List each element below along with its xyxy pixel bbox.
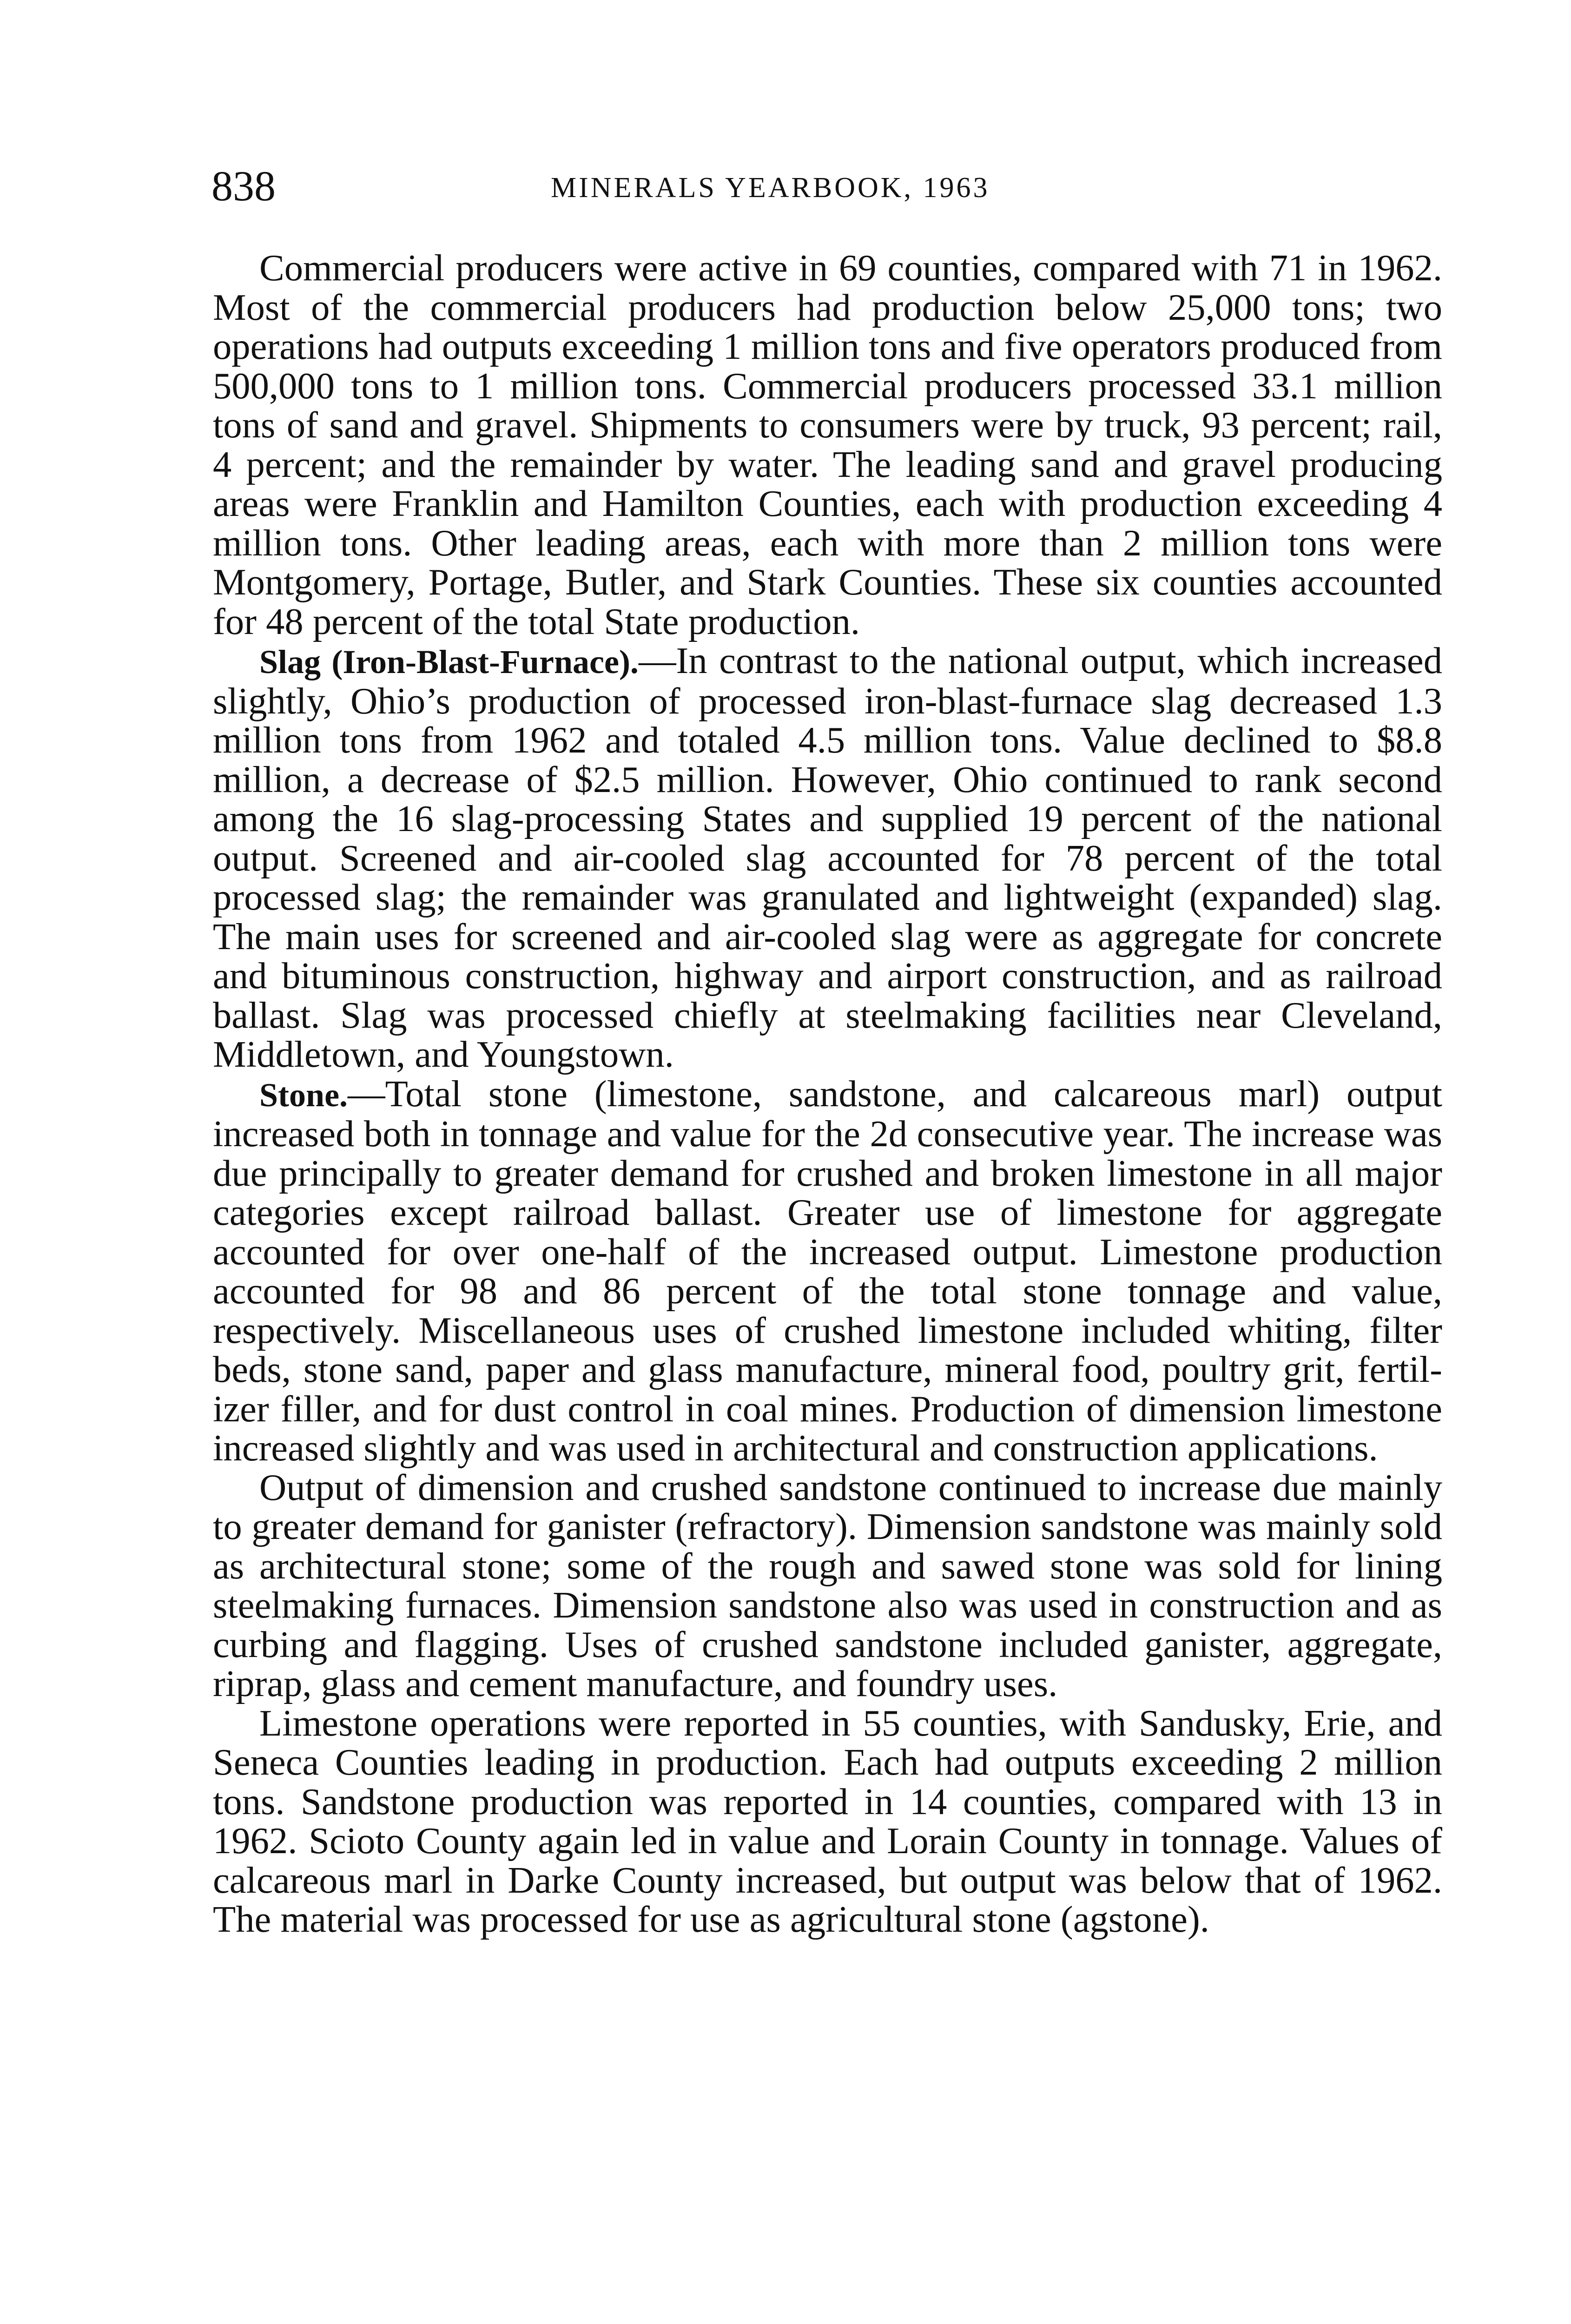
paragraph-text: Output of dimension and crushed sandstone continued to increase due mainly to greater demand for ganister (refractory). Dimension sandstone was mainly sold as architectural stone; some of the rough and sawed stone was sold for lining steelmaking furnaces. Dimension sandstone also was used in construction and as curbing and flagging. Uses of crushed sandstone included ganister, aggregate, riprap, glass and cement manufacture, and foundry uses. [213,1466,1442,1704]
paragraph-stone [213,1075,1442,1468]
paragraph-limestone-operations [213,1704,1442,1940]
paragraph-text: Commercial producers were active in 69 counties, compared with 71 in 1962. Most of the commercial producers had production below 25,000 tons; two operations had outputs exceeding 1 million tons and five operators produced from 500,000 tons to 1 million tons. Commercial producers processed 33.1 million tons of sand and gravel. Shipments to consumers were by truck, 93 percent; rail, 4 percent; and the remainder by water. The leading sand and gravel producing areas were Franklin and Hamilton Counties, each with production exceeding 4 million tons. Other leading areas, each with more than 2 million tons were Montgomery, Portage, Butler, and Stark Counties. These six counties accounted for 48 percent of the total State production. [213,247,1442,642]
section-lead-stone: Stone. [259,1076,348,1114]
paragraph-text: Limestone operations were reported in 55 counties, with Sandusky, Erie, and Seneca Counties leading in production. Each had outputs exceeding 2 million tons. Sandstone production was reported in 14 counties, compared with 13 in 1962. Scioto County again led in value and Lorain County in tonnage. Values of calcareous marl in Darke County increased, but output was below that of 1962. The material was processed for use as agricultural stone (agstone). [213,1702,1442,1940]
page-number: 838 [211,162,276,210]
paragraph-slag [213,641,1442,1075]
page-header [211,160,1443,211]
body-text [213,249,1442,1940]
paragraph-text: —In contrast to the national output, which increased slightly, Ohio’s production of processed iron-blast-furnace slag decreased 1.3 million tons from 1962 and totaled 4.5 million tons. Value declined to $8.8 million, a decrease of $2.5 million. However, Ohio continued to rank second among the 16 slag-processing States and supplied 19 percent of the national output. Screened and air-cooled slag accounted for 78 percent of the total processed slag; the remainder was granulated and lightweight (expanded) slag. The main uses for screened and air-cooled slag were as aggregate for concrete and bituminous construction, highway and airport construction, and as railroad ballast. Slag was processed chiefly at steelmaking facilities near Cleveland, Middletown, and Youngstown. [213,640,1442,1075]
running-head: MINERALS YEARBOOK, 1963 [551,172,990,204]
paragraph-text: —Total stone (limestone, sandstone, and calcareous marl) output increased both in tonnage and value for the 2d consecutive year. The increase was due principally to greater demand for crushed and broken limestone in all major categories except railroad ballast. Greater use of limestone for aggregate accounted for over one-half of the increased output. Limestone production accounted for 98 and 86 percent of the total stone tonnage and value, respectively. Miscellaneous uses of crushed limestone included whiting, filter beds, stone sand, paper and glass manufacture, mineral food, poultry grit, fertilizer filler, and for dust control in coal mines. Production of dimension limestone increased slightly and was used in architectural and construction applications. [213,1073,1442,1469]
section-lead-slag: Slag (Iron-Blast-Furnace). [259,643,639,680]
paragraph-sand-gravel-producers [213,249,1442,641]
paragraph-sandstone [213,1468,1442,1704]
